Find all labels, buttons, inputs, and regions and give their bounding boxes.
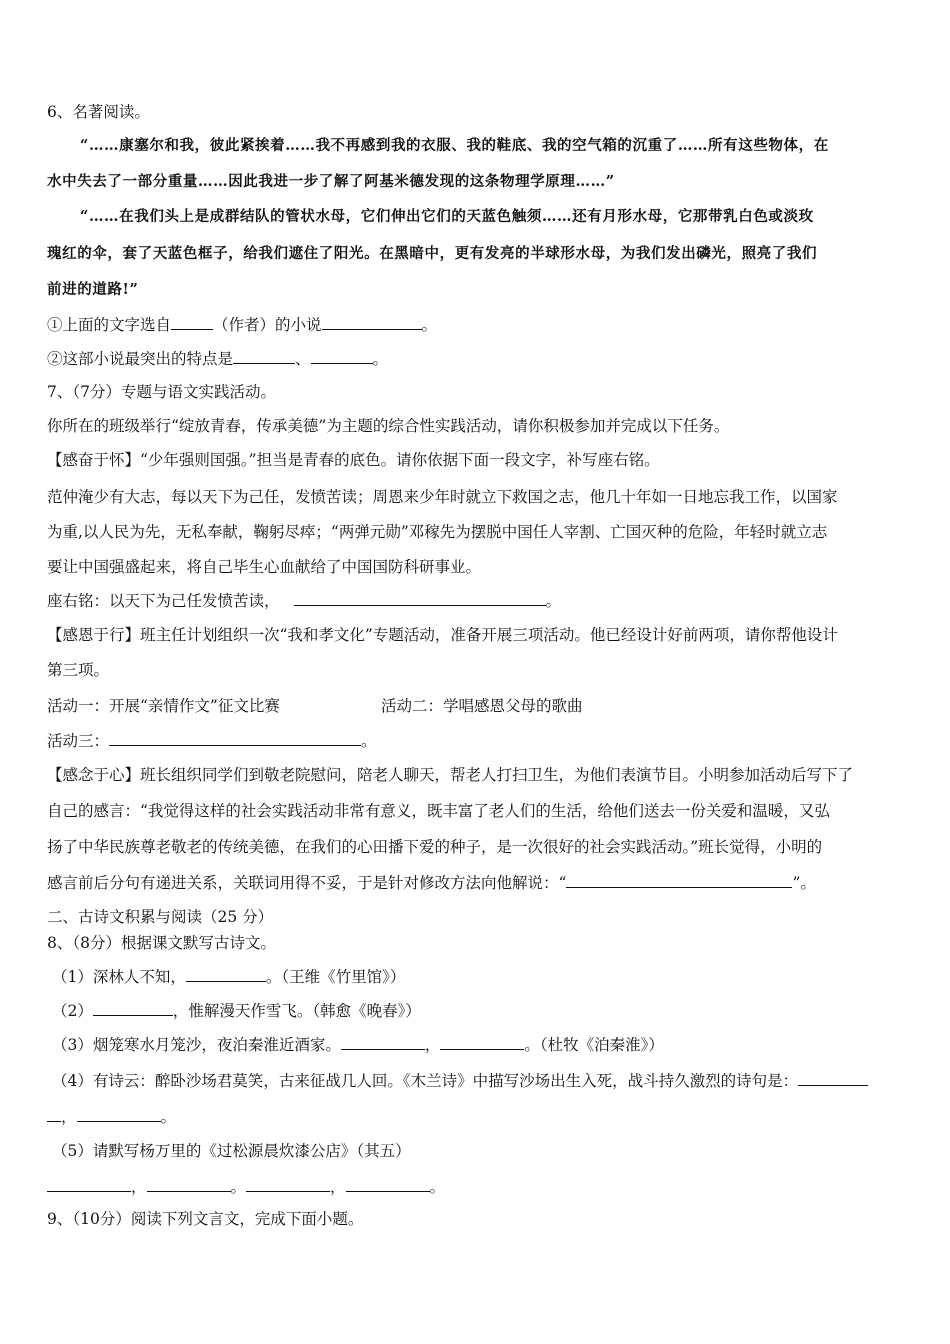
q6-sub1-text-b: （作者）的小说 xyxy=(213,316,322,334)
q7-task3-line1: 【感念于心】班长组织同学们到敬老院慰问，陪老人聊天，帮老人打扫卫生，为他们表演节目。小明参加活动后写下了 xyxy=(47,766,854,784)
q8-item5-sep2: 。 xyxy=(230,1178,247,1196)
q8-item3 xyxy=(52,1035,664,1055)
q6-passage1-line2: 水中失去了一部分重量……因此我进一步了解了阿基米德发现的这条物理学原理……” xyxy=(47,173,615,190)
answer-blank[interactable] xyxy=(346,1177,430,1192)
q6-passage2-line2: 瑰红的伞，套了天蓝色框子，给我们遮住了阳光。在黑暗中，更有发亮的半球形水母，为我们发出磷光，照亮了我们 xyxy=(47,245,818,262)
q8-item3-text: （3）烟笼寒水月笼沙，夜泊秦淮近酒家。 xyxy=(52,1036,341,1054)
q8-item2-text: ，惟解漫天作雪飞。（韩愈《晚春》） xyxy=(172,1002,421,1020)
q8-item3-source: 。（杜牧《泊秦淮》） xyxy=(524,1036,664,1054)
q8-title: 8、（8分）根据课文默写古诗文。 xyxy=(47,934,276,952)
answer-blank[interactable] xyxy=(171,315,213,330)
answer-blank[interactable] xyxy=(341,1035,425,1050)
q7-activity3 xyxy=(47,731,377,751)
answer-blank[interactable] xyxy=(440,1035,524,1050)
q6-sub2-text-c: 。 xyxy=(372,350,389,368)
answer-blank[interactable] xyxy=(246,1177,330,1192)
q7-activity1: 活动一：开展“亲情作文”征文比赛 xyxy=(47,697,280,715)
q8-item1-source: 。（王维《竹里馆》） xyxy=(265,968,406,986)
q7-title: 7、（7分）专题与语文实践活动。 xyxy=(47,383,276,401)
q6-sub1-text-a: ①上面的文字选自 xyxy=(47,316,172,334)
q7-task2-line2: 第三项。 xyxy=(47,661,110,679)
q8-item4-text: （4）有诗云：醉卧沙场君莫笑，古来征战几人回。《木兰诗》中描写沙场出生入死，战斗持久激烈的诗句是： xyxy=(52,1072,799,1090)
answer-blank[interactable] xyxy=(109,731,361,746)
answer-blank[interactable] xyxy=(311,349,373,364)
q8-item5-sep3: ， xyxy=(330,1178,346,1196)
answer-blank[interactable] xyxy=(798,1071,868,1086)
q7-intro: 你所在的班级举行“绽放青春，传承美德”为主题的综合性实践活动，请你积极参加并完成以下任务。 xyxy=(47,417,730,435)
q7-motto-end: 。 xyxy=(545,592,562,610)
answer-blank[interactable] xyxy=(566,873,792,888)
q8-item5: （5）请默写杨万里的《过松源晨炊漆公店》（其五） xyxy=(52,1142,411,1160)
answer-blank[interactable] xyxy=(186,967,266,982)
q8-item1 xyxy=(52,967,405,987)
q6-sub1 xyxy=(47,315,437,335)
answer-blank[interactable] xyxy=(233,349,295,364)
q8-item5-sep4: 。 xyxy=(429,1178,446,1196)
q7-activity3-end: 。 xyxy=(361,732,377,750)
q7-task1: 【感奋于怀】“少年强则国强。”担当是青春的底色。请你依据下面一段文字，补写座右铭。 xyxy=(47,451,660,469)
q8-item2 xyxy=(52,1001,421,1021)
q7-motto xyxy=(47,591,561,611)
q6-passage2-line3: 前进的道路!” xyxy=(47,281,139,298)
q7-motto-text: 座右铭：以天下为己任发愤苦读， xyxy=(47,592,280,610)
q8-item4-end: 。 xyxy=(160,1108,177,1126)
q8-item4-sep: ， xyxy=(61,1108,77,1126)
q7-task2-line1: 【感恩于行】班主任计划组织一次“我和孝文化”专题活动，准备开展三项活动。他已经设计好前两项，请你帮他设计 xyxy=(47,626,838,644)
q8-item4 xyxy=(52,1071,868,1091)
q8-item2-num: （2） xyxy=(52,1002,93,1020)
q7-task3-line2: 自己的感言：“我觉得这样的社会实践活动非常有意义，既丰富了老人们的生活，给他们送去一份关爱和温暖，又弘 xyxy=(47,802,830,820)
q6-title: 6、名著阅读。 xyxy=(47,103,150,121)
answer-blank[interactable] xyxy=(322,315,422,330)
section2-title: 二、古诗文积累与阅读（25 分） xyxy=(47,908,274,926)
answer-blank[interactable] xyxy=(147,1177,231,1192)
q8-item5-sep1: ， xyxy=(131,1178,147,1196)
q7-task3-line4 xyxy=(47,873,816,893)
q7-task3-end: ”。 xyxy=(792,874,816,892)
q7-task3-line3: 扬了中华民族尊老敬老的传统美德，在我们的心田播下爱的种子，是一次很好的社会实践活动。”班长觉得，小明的 xyxy=(47,838,823,856)
q6-passage2-line1: “……在我们头上是成群结队的管状水母，它们伸出它们的天蓝色触须……还有月形水母，它那带乳白色或淡玫 xyxy=(80,208,814,225)
q6-sub2 xyxy=(47,349,388,369)
q7-activity3-label: 活动三： xyxy=(47,732,110,750)
q8-item5-answers xyxy=(47,1177,445,1197)
q6-passage1-line1: “……康塞尔和我，彼此紧挨着……我不再感到我的衣服、我的鞋底、我的空气箱的沉重了……所有这些物体，在 xyxy=(80,137,829,154)
q9-title: 9、（10分）阅读下列文言文，完成下面小题。 xyxy=(47,1210,364,1228)
q8-item4-cont xyxy=(47,1107,176,1127)
answer-blank[interactable] xyxy=(93,1001,173,1016)
q8-item1-text: （1）深林人不知， xyxy=(52,968,186,986)
q7-task3-text: 感言前后分句有递进关系，关联词用得不妥，于是针对修改方法向他解说：“ xyxy=(47,874,567,892)
q7-task1-passage-line2: 为重,以人民为先，无私奉献，鞠躬尽瘁；“两弹元勋”邓稼先为摆脱中国任人宰割、亡国灭种的危险，年轻时就立志 xyxy=(47,523,828,541)
q6-sub2-text-a: ②这部小说最突出的特点是 xyxy=(47,350,234,368)
q7-task1-passage-line3: 要让中国强盛起来，将自己毕生心血献给了中国国防科研事业。 xyxy=(47,558,482,576)
answer-blank[interactable] xyxy=(47,1107,61,1122)
q6-sub1-text-c: 。 xyxy=(421,316,438,334)
q7-task1-passage-line1: 范仲淹少有大志，每以天下为己任，发愤苦读；周恩来少年时就立下救国之志，他几十年如一日地忘我工作，以国家 xyxy=(47,488,838,506)
answer-blank[interactable] xyxy=(77,1107,161,1122)
q6-sub2-text-b: 、 xyxy=(295,350,311,368)
answer-blank[interactable] xyxy=(47,1177,131,1192)
q8-item3-sep: ， xyxy=(424,1036,441,1054)
q7-activity2: 活动二：学唱感恩父母的歌曲 xyxy=(381,697,583,715)
answer-blank[interactable] xyxy=(294,591,546,606)
